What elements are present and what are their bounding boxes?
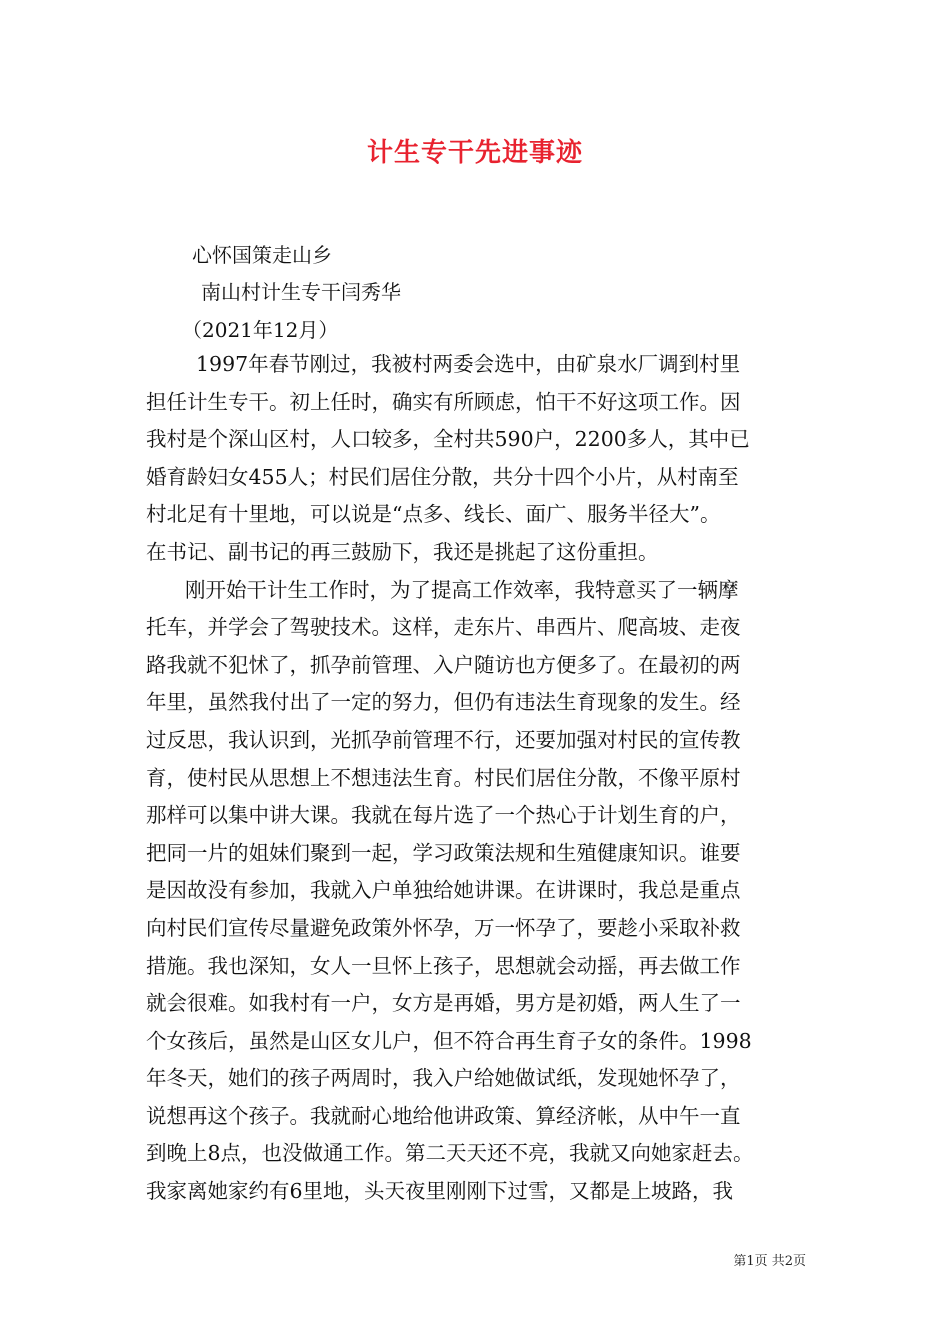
subtitle-author: 南山村计生专干闫秀华 <box>201 280 401 304</box>
body-line: 过反思，我认识到，光抓孕前管理不行，还要加强对村民的宣传教 <box>146 727 741 752</box>
subtitle-date: （2021年12月） <box>182 318 339 342</box>
body-line: 路我就不犯怵了，抓孕前管理、入户随访也方便多了。在最初的两 <box>146 652 741 677</box>
body-line: 托车，并学会了驾驶技术。这样，走东片、串西片、爬高坡、走夜 <box>146 615 741 640</box>
body-line: 年冬天，她们的孩子两周时，我入户给她做试纸，发现她怀孕了， <box>146 1066 741 1091</box>
body-line: 1997年春节刚过，我被村两委会选中，由矿泉水厂调到村里 <box>196 352 741 376</box>
body-line: 就会很难。如我村有一户，女方是再婚，男方是初婚，两人生了一 <box>146 991 741 1016</box>
document-body <box>146 346 806 1211</box>
body-line: 育，使村民从思想上不想违法生育。村民们居住分散，不像平原村 <box>146 765 741 790</box>
body-line: 是因故没有参加，我就入户单独给她讲课。在讲课时，我总是重点 <box>146 878 741 903</box>
body-line: 村北足有十里地，可以说是“点多、线长、面广、服务半径大”。 <box>146 502 721 527</box>
body-line: 说想再这个孩子。我就耐心地给他讲政策、算经济帐，从中午一直 <box>146 1103 741 1128</box>
subtitle-slogan: 心怀国策走山乡 <box>192 243 332 267</box>
body-line: 担任计生专干。初上任时，确实有所顾虑，怕干不好这项工作。因 <box>146 389 741 414</box>
body-line: 我家离她家约有6里地，头天夜里刚刚下过雪，又都是上坡路，我 <box>146 1179 734 1204</box>
body-line: 那样可以集中讲大课。我就在每片选了一个热心于计划生育的户， <box>146 803 741 828</box>
body-line: 到晚上8点，也没做通工作。第二天天还不亮，我就又向她家赶去。 <box>146 1141 754 1166</box>
body-line: 年里，虽然我付出了一定的努力，但仍有违法生育现象的发生。经 <box>146 690 741 715</box>
page-number-footer: 第1页 共2页 <box>733 1254 806 1269</box>
body-line: 个女孩后，虽然是山区女儿户，但不符合再生育子女的条件。1998 <box>146 1028 752 1053</box>
body-line: 我村是个深山区村，人口较多，全村共590户，2200多人，其中已 <box>146 427 750 452</box>
body-line: 把同一片的姐妹们聚到一起，学习政策法规和生殖健康知识。谁要 <box>146 840 741 865</box>
body-line: 刚开始干计生工作时，为了提高工作效率，我特意买了一辆摩 <box>185 577 739 602</box>
body-line: 措施。我也深知，女人一旦怀上孩子，思想就会动摇，再去做工作 <box>146 953 741 978</box>
body-line: 向村民们宣传尽量避免政策外怀孕，万一怀孕了，要趁小采取补救 <box>146 915 741 940</box>
body-line: 在书记、副书记的再三鼓励下，我还是挑起了这份重担。 <box>146 539 659 564</box>
document-title: 计生专干先进事迹 <box>366 138 583 168</box>
body-line: 婚育龄妇女455人；村民们居住分散，共分十四个小片，从村南至 <box>146 464 739 489</box>
